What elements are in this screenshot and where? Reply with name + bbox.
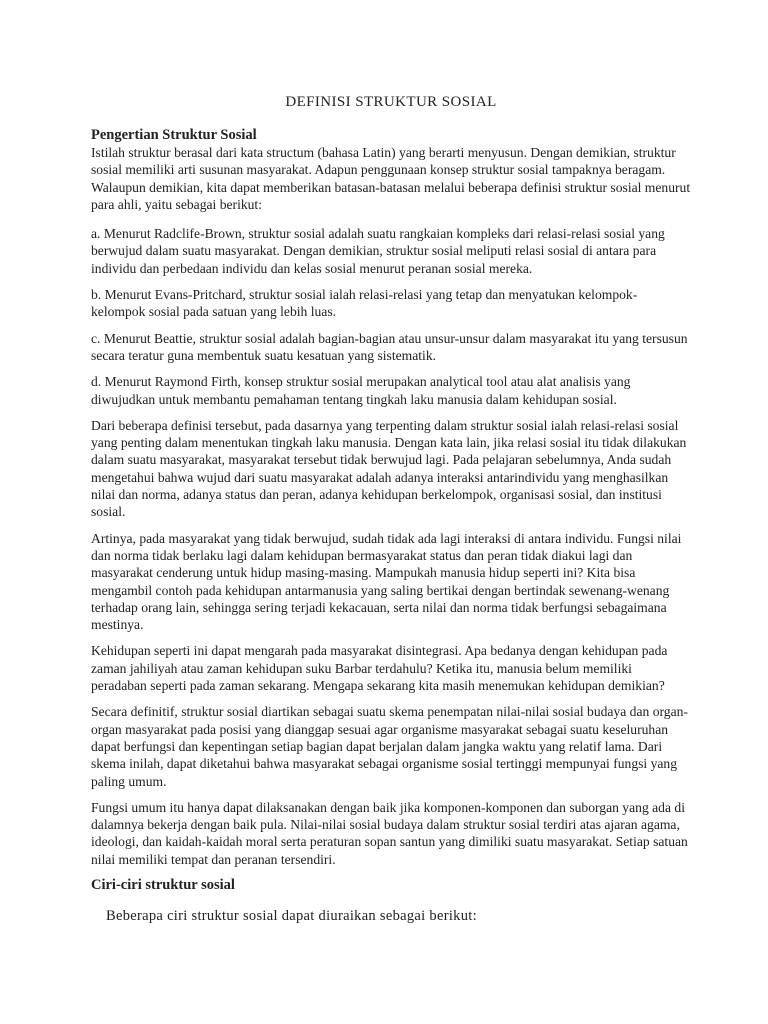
document-title: DEFINISI STRUKTUR SOSIAL: [285, 94, 497, 110]
definition-item-c: c. Menurut Beattie, struktur sosial adalah bagian-bagian atau unsur-unsur dalam masyarakat itu yang tersusun secara teratur guna membentuk suatu kesatuan yang sistematik.: [91, 330, 688, 363]
body-paragraph: Kehidupan seperti ini dapat mengarah pada masyarakat disintegrasi. Apa bedanya dengan kehidupan pada zaman jahiliyah atau zaman kehidupan suku Barbar terdahulu? Ketika itu, manusia belum memiliki peradaban seperti pada zaman sekarang. Mengapa sekarang kita masih menemukan kehidupan demikian?: [91, 643, 668, 694]
section2-intro: Beberapa ciri struktur sosial dapat diuraikan sebagai berikut:: [106, 907, 477, 924]
document-page: [91, 94, 691, 925]
body-paragraph: Dari beberapa definisi tersebut, pada dasarnya yang terpenting dalam struktur sosial ialah relasi-relasi sosial yang penting dalam menentukan tingkah laku manusia. Dengan kata lain, jika relasi sosial itu tidak dilakukan dalam suatu masyarakat, masyarakat tersebut tidak berwujud lagi. Pada pelajaran sebelumnya, Anda sudah mengetahui bahwa wujud dari suatu masyarakat adalah adanya interaksi antarindividu yang menghasilkan nilai dan norma, adanya status dan peran, adanya kehidupan berkelompok, organisasi sosial, dan institusi sosial.: [91, 417, 687, 520]
section-heading-ciri-ciri: Ciri-ciri struktur sosial: [91, 876, 235, 893]
intro-paragraph: Istilah struktur berasal dari kata structum (bahasa Latin) yang berarti menyusun. Dengan demikian, struktur sosial memiliki arti susunan masyarakat. Adapun penggunaan konsep struktur sosial tampaknya beragam. Walaupun demikian, kita dapat memberikan batasan-batasan melalui beberapa definisi struktur sosial menurut para ahli, yaitu sebagai berikut:: [91, 145, 691, 212]
definition-item-a: a. Menurut Radclife-Brown, struktur sosial adalah suatu rangkaian kompleks dari relasi-relasi sosial yang berwujud dalam suatu masyarakat. Dengan demikian, struktur sosial meliputi relasi sosial di antara para individu dan perbedaan individu dan kelas sosial menurut peranan sosial mereka.: [91, 226, 665, 276]
definition-item-b: b. Menurut Evans-Pritchard, struktur sosial ialah relasi-relasi yang tetap dan menyatukan kelompok-kelompok sosial pada satuan yang lebih luas.: [91, 287, 638, 320]
section-heading-pengertian: Pengertian Struktur Sosial: [91, 127, 257, 143]
body-paragraph: Fungsi umum itu hanya dapat dilaksanakan dengan baik jika komponen-komponen dan suborgan yang ada di dalamnya bekerja dengan baik pula. Nilai-nilai sosial budaya dalam struktur sosial terdiri atas ajaran agama, ideologi, dan kaidah-kaidah moral serta peraturan sopan santun yang dimiliki suatu masyarakat. Setiap satuan nilai memiliki tempat dan peranan tersendiri.: [91, 799, 688, 867]
body-paragraph: Secara definitif, struktur sosial diartikan sebagai suatu skema penempatan nilai-nilai sosial budaya dan organ-organ masyarakat pada posisi yang dianggap sesuai agar organisme masyarakat sebagai suatu keseluruhan dapat berfungsi dan kepentingan setiap bagian dapat berjalan dalam jangka waktu yang relatif lama. Dari skema inilah, dapat diketahui bahwa masyarakat sebagai organisme sosial tertinggi mempunyai fungsi yang paling umum.: [91, 704, 688, 789]
definition-item-d: d. Menurut Raymond Firth, konsep struktur sosial merupakan analytical tool atau alat analisis yang diwujudkan untuk membantu pemahaman tentang tingkah laku manusia dalam kehidupan sosial.: [91, 374, 631, 407]
body-paragraph: Artinya, pada masyarakat yang tidak berwujud, sudah tidak ada lagi interaksi di antara individu. Fungsi nilai dan norma tidak berlaku lagi dalam kehidupan bermasyarakat status dan peran tidak diakui lagi dan masyarakat cenderung untuk hidup masing-masing. Mampukah manusia hidup seperti ini? Kita bisa mengambil contoh pada kehidupan antarmanusia yang saling bertikai dengan bertindak sewenang-wenang terhadap orang lain, sehingga sering terjadi kekacauan, serta nilai dan norma tidak berfungsi sebagaimana mestinya.: [91, 530, 682, 633]
